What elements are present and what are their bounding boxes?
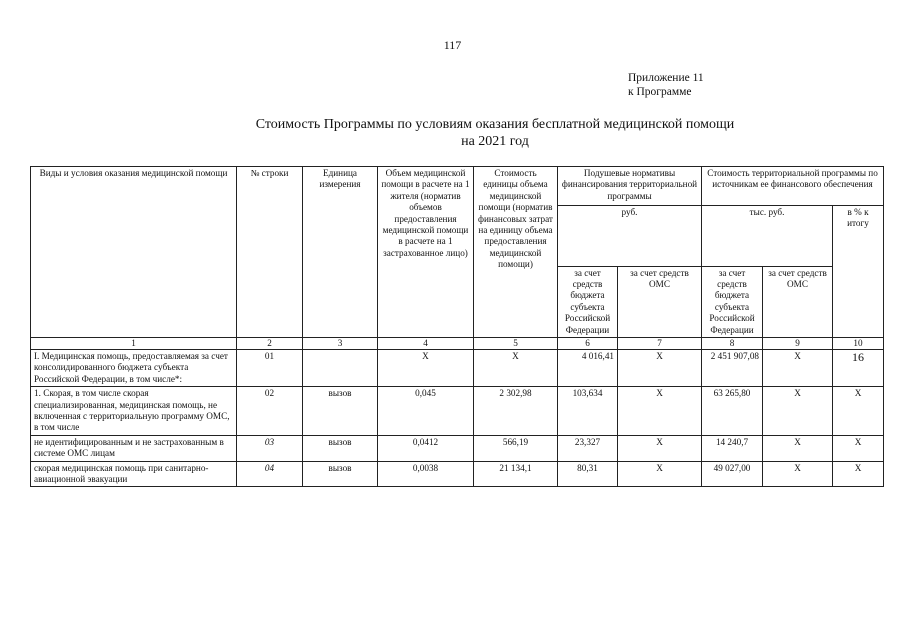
- cost-table-container: [30, 166, 883, 487]
- header-unit-thousand-rub: тыс. руб.: [702, 206, 833, 267]
- row-per-capita-budget: 80,31: [558, 461, 618, 487]
- title-line-1: Стоимость Программы по условиям оказания бесплатной медицинской помощи: [255, 117, 735, 132]
- row-volume: 0,045: [378, 387, 474, 436]
- header-col-7: за счет средств ОМС: [618, 266, 702, 337]
- row-unit-cost: 2 302,98: [474, 387, 558, 436]
- row-per-capita-budget: 4 016,41: [558, 350, 618, 387]
- table-row: [31, 435, 884, 461]
- header-col-5: Стоимость единицы объема медицинской помощи (норматив финансовых затрат на единицу объема предоставления медицинской помощи): [474, 167, 558, 338]
- column-number: 3: [303, 338, 378, 350]
- row-unit: вызов: [303, 435, 378, 461]
- row-cost-oms: X: [763, 350, 833, 387]
- header-col-4: Объем медицинской помощи в расчете на 1 жителя (норматив объемов предоставления медицинской помощи в расчете на 1 застрахованное лицо): [378, 167, 474, 338]
- header-unit-rub: руб.: [558, 206, 702, 267]
- row-description: не идентифицированным и не застрахованным в системе ОМС лицам: [31, 435, 237, 461]
- column-number: 7: [618, 338, 702, 350]
- column-number: 6: [558, 338, 618, 350]
- row-number: 03: [237, 435, 303, 461]
- row-volume: 0,0412: [378, 435, 474, 461]
- header-group-per-capita: Подушевые нормативы финансирования территориальной программы: [558, 167, 702, 206]
- header-col-1: Виды и условия оказания медицинской помощи: [31, 167, 237, 338]
- row-cost-oms: X: [763, 461, 833, 487]
- column-number: 4: [378, 338, 474, 350]
- header-col-10: в % к итогу: [833, 206, 884, 338]
- appendix-line-2: к Программе: [628, 86, 692, 98]
- row-per-capita-oms: X: [618, 350, 702, 387]
- row-unit: вызов: [303, 461, 378, 487]
- header-col-8: за счет средств бюджета субъекта Российской Федерации: [702, 266, 763, 337]
- row-percent: X: [833, 461, 884, 487]
- appendix-note: [628, 71, 704, 99]
- row-per-capita-oms: X: [618, 435, 702, 461]
- document-title: [0, 116, 905, 150]
- column-number: 2: [237, 338, 303, 350]
- row-description: I. Медицинская помощь, предоставляемая за счет консолидированного бюджета субъекта Российской Федерации, в том числе*:: [31, 350, 237, 387]
- row-per-capita-oms: X: [618, 387, 702, 436]
- table-row: [31, 461, 884, 487]
- row-cost-budget: 49 027,00: [702, 461, 763, 487]
- row-number: 04: [237, 461, 303, 487]
- row-percent: 16: [833, 350, 884, 387]
- header-col-2: № строки: [237, 167, 303, 338]
- header-row-1: [31, 167, 884, 206]
- row-percent: X: [833, 387, 884, 436]
- header-col-6: за счет средств бюджета субъекта Российской Федерации: [558, 266, 618, 337]
- row-volume: X: [378, 350, 474, 387]
- row-cost-oms: X: [763, 435, 833, 461]
- row-cost-budget: 2 451 907,08: [702, 350, 763, 387]
- row-per-capita-oms: X: [618, 461, 702, 487]
- column-number: 1: [31, 338, 237, 350]
- column-number: 8: [702, 338, 763, 350]
- header-col-9: за счет средств ОМС: [763, 266, 833, 337]
- page-number: 117: [443, 38, 462, 52]
- row-description: 1. Скорая, в том числе скорая специализированная, медицинская помощь, не включенная с территориальную программу ОМС, в том числе: [31, 387, 237, 436]
- row-unit-cost: 566,19: [474, 435, 558, 461]
- row-per-capita-budget: 23,327: [558, 435, 618, 461]
- header-col-3: Единица измерения: [303, 167, 378, 338]
- appendix-line-1: Приложение 11: [628, 72, 704, 84]
- row-unit: вызов: [303, 387, 378, 436]
- title-line-2: на 2021 год: [461, 134, 529, 149]
- row-cost-budget: 63 265,80: [702, 387, 763, 436]
- row-per-capita-budget: 103,634: [558, 387, 618, 436]
- row-percent: X: [833, 435, 884, 461]
- column-number: 10: [833, 338, 884, 350]
- row-number: 01: [237, 350, 303, 387]
- cost-table: [30, 166, 884, 487]
- row-volume: 0,0038: [378, 461, 474, 487]
- header-group-program-cost: Стоимость территориальной программы по источникам ее финансового обеспечения: [702, 167, 884, 206]
- row-unit: [303, 350, 378, 387]
- row-unit-cost: X: [474, 350, 558, 387]
- table-row: [31, 350, 884, 387]
- row-description: скорая медицинская помощь при санитарно-авиационной эвакуации: [31, 461, 237, 487]
- row-unit-cost: 21 134,1: [474, 461, 558, 487]
- row-cost-budget: 14 240,7: [702, 435, 763, 461]
- column-number-row: [31, 338, 884, 350]
- table-row: [31, 387, 884, 436]
- column-number: 5: [474, 338, 558, 350]
- column-number: 9: [763, 338, 833, 350]
- row-cost-oms: X: [763, 387, 833, 436]
- row-number: 02: [237, 387, 303, 436]
